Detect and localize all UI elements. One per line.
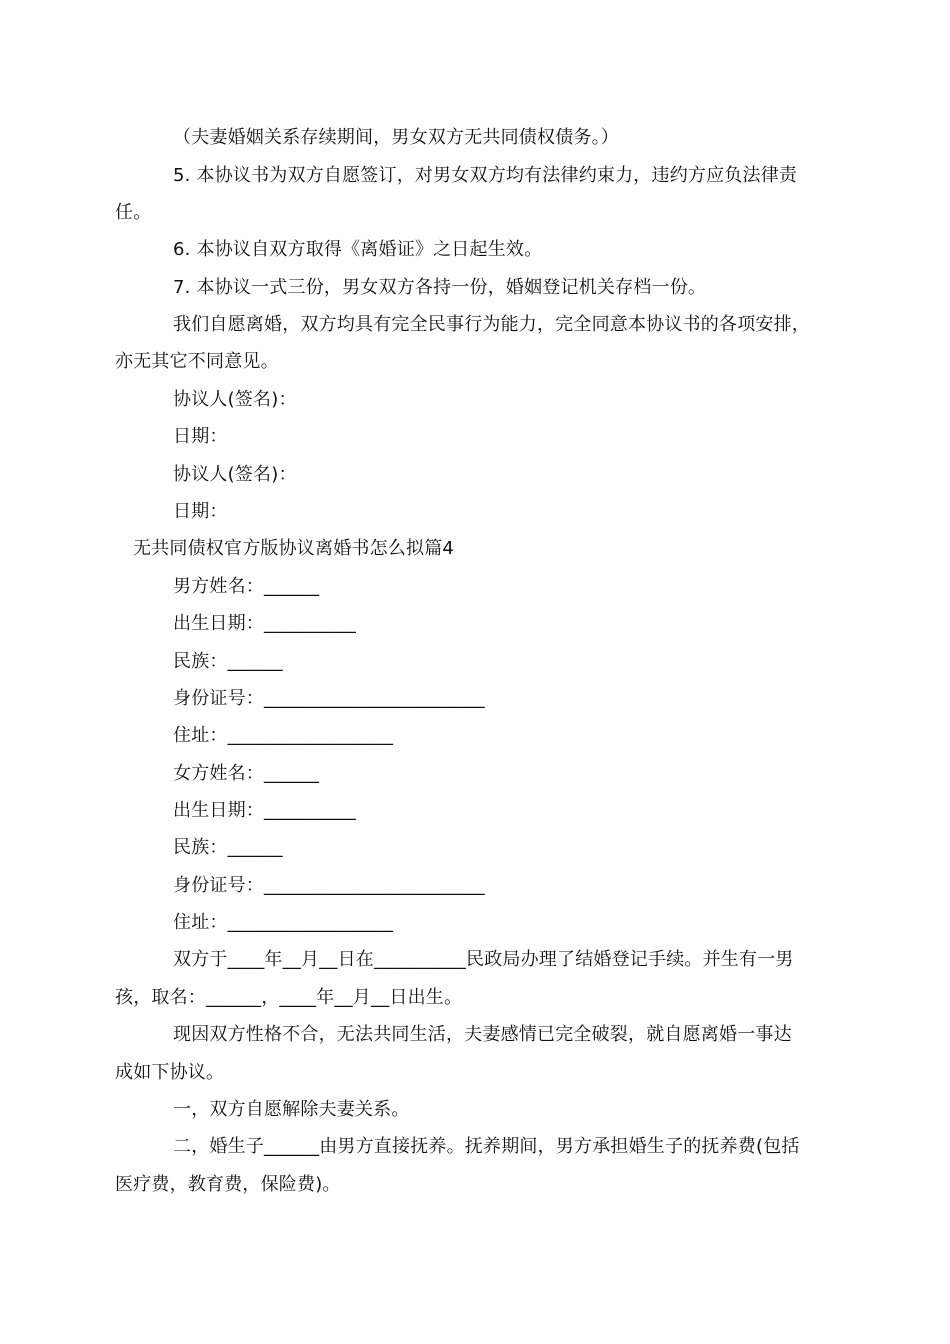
signature-line: 协议人(签名)： [173,389,297,410]
paragraph-line: 二，婚生子______由男方直接抚养。抚养期间，男方承担婚生子的抚养费(包括 [173,1136,800,1157]
paragraph-line: 现因双方性格不合，无法共同生活，夫妻感情已完全破裂，就自愿离婚一事达 [173,1024,792,1045]
form-field-line: 出生日期：__________ [173,800,356,821]
form-field-line: 女方姓名：______ [173,763,320,784]
form-field-line: 住址：__________________ [173,725,394,746]
form-field-line: 住址：__________________ [173,912,394,933]
signature-line: 协议人(签名)： [173,464,297,485]
paragraph-line: （夫妻婚姻关系存续期间，男女双方无共同债权债务。） [173,127,619,148]
paragraph-line: 7. 本协议一式三份，男女双方各持一份，婚姻登记机关存档一份。 [173,277,707,298]
paragraph-line: 亦无其它不同意见。 [115,351,279,372]
paragraph-line: 5. 本协议书为双方自愿签订，对男女双方均有法律约束力，违约方应负法律责 [173,165,798,186]
paragraph-line: 孩，取名：______，____年__月__日出生。 [115,987,463,1008]
paragraph-line: 成如下协议。 [115,1062,225,1083]
form-field-line: 身份证号：________________________ [173,688,485,709]
form-field-line: 男方姓名：______ [173,576,320,597]
paragraph-line: 双方于____年__月__日在__________民政局办理了结婚登记手续。并生有一男 [173,949,794,970]
paragraph-line: 任。 [115,202,152,223]
date-line: 日期： [173,426,228,447]
form-field-line: 身份证号：________________________ [173,875,485,896]
section-heading: 无共同债权官方版协议离婚书怎么拟篇4 [133,538,455,559]
form-field-line: 民族：______ [173,837,283,858]
form-field-line: 民族：______ [173,651,283,672]
paragraph-line: 6. 本协议自双方取得《离婚证》之日起生效。 [173,239,543,260]
paragraph-line: 医疗费，教育费，保险费)。 [115,1174,341,1195]
form-field-line: 出生日期：__________ [173,613,356,634]
date-line: 日期： [173,501,228,522]
paragraph-line: 一，双方自愿解除夫妻关系。 [173,1099,410,1120]
paragraph-line: 我们自愿离婚，双方均具有完全民事行为能力，完全同意本协议书的各项安排， [173,314,810,335]
